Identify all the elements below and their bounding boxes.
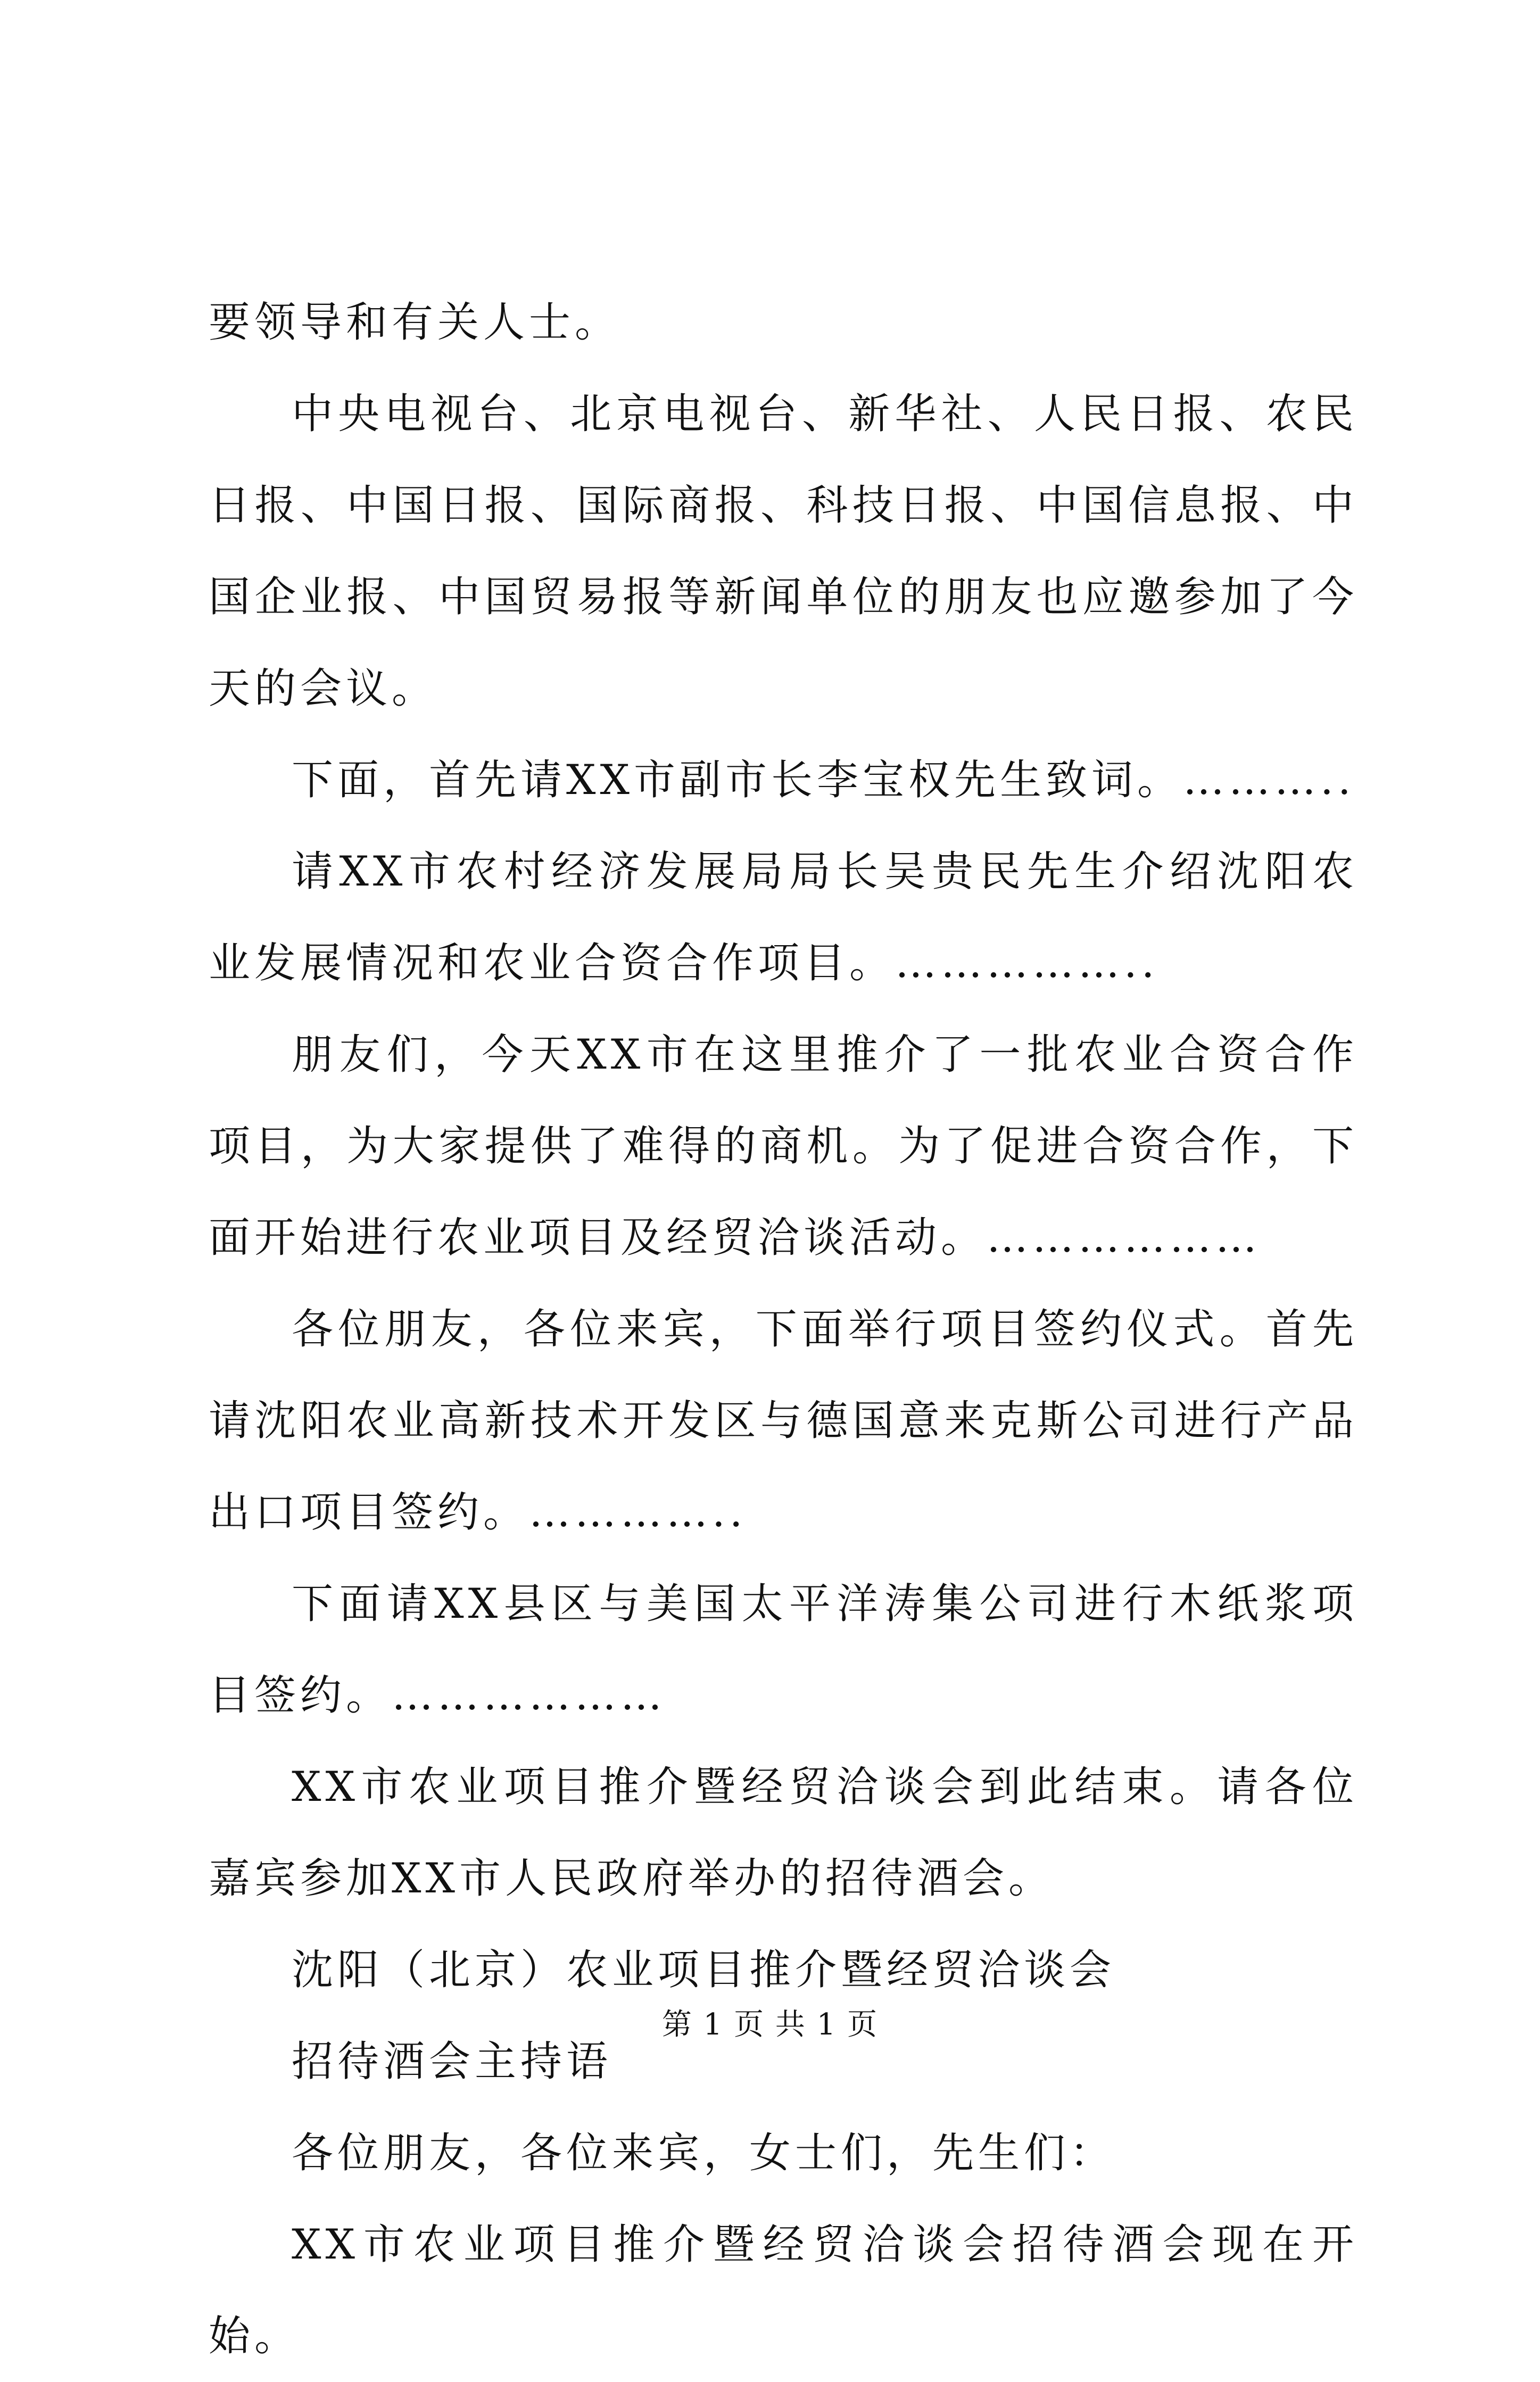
paragraph-7: 下面请XX县区与美国太平洋涛集公司进行木纸浆项目签约。………………	[209, 1580, 1358, 1719]
page-footer: 第 1 页 共 1 页	[661, 2007, 879, 2042]
paragraph-9: 沈阳（北京）农业项目推介暨经贸洽谈会	[292, 1946, 1116, 1994]
paragraph-12: XX市农业项目推介暨经贸洽谈会招待酒会现在开始。	[209, 2221, 1358, 2360]
paragraph-2: 中央电视台、北京电视台、新华社、人民日报、农民日报、中国日报、国际商报、科技日报、中国信息报、中国企业报、中国贸易报等新闻单位的朋友也应邀参加了今天的会议。	[209, 390, 1358, 713]
paragraph-1: 要领导和有关人士。	[209, 299, 621, 346]
paragraph-8: XX市农业项目推介暨经贸洽谈会到此结束。请各位嘉宾参加XX市人民政府举办的招待酒会。	[209, 1763, 1358, 1903]
paragraph-10: 招待酒会主持语	[292, 2038, 612, 2086]
paragraph-3: 下面，首先请XX市副市长李宝权先生致词。………..	[292, 756, 1355, 804]
paragraph-5: 朋友们，今天XX市在这里推介了一批农业合资合作项目，为大家提供了难得的商机。为了促进合资合作，下面开始进行农业项目及经贸洽谈活动。………………	[209, 1031, 1358, 1262]
paragraph-6: 各位朋友，各位来宾，下面举行项目签约仪式。首先请沈阳农业高新技术开发区与德国意来克斯公司进行产品出口项目签约。…………..	[209, 1305, 1358, 1536]
document-body	[209, 277, 1358, 2382]
paragraph-11: 各位朋友，各位来宾，女士们，先生们：	[292, 2129, 1116, 2177]
paragraph-4: 请XX市农村经济发展局局长吴贵民先生介绍沈阳农业发展情况和农业合资合作项目。……………..	[209, 848, 1358, 987]
